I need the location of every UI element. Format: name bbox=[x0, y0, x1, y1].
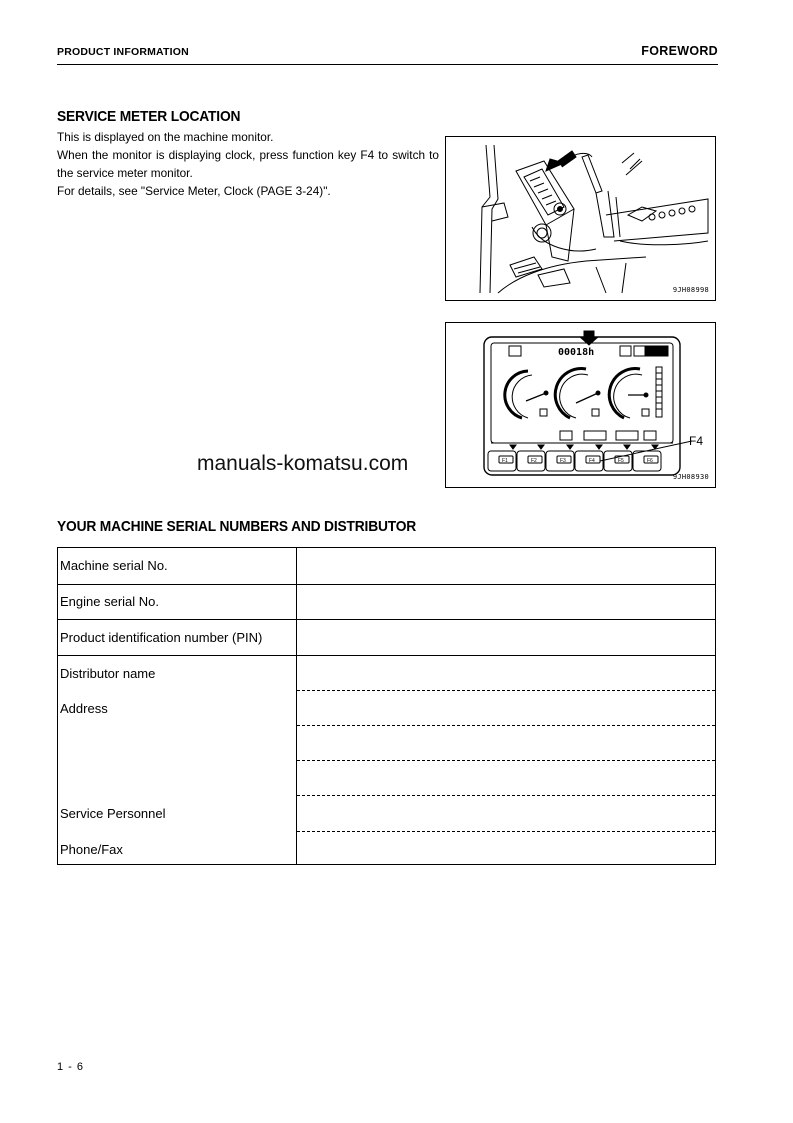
figure-code-2: 9JH08930 bbox=[672, 473, 709, 481]
cab-illustration bbox=[446, 137, 715, 300]
address-label: Address bbox=[60, 701, 108, 716]
distributor-name-label: Distributor name bbox=[60, 666, 156, 681]
column-divider bbox=[296, 548, 297, 864]
fill-line bbox=[297, 760, 715, 761]
key-f1: F1 bbox=[502, 458, 508, 464]
phone-fax-label: Phone/Fax bbox=[60, 842, 123, 857]
service-personnel-label: Service Personnel bbox=[60, 806, 166, 821]
service-meter-text bbox=[57, 128, 439, 200]
f4-callout: F4 bbox=[689, 434, 704, 448]
serial-numbers-table bbox=[57, 547, 716, 865]
serial-numbers-title: YOUR MACHINE SERIAL NUMBERS AND DISTRIBUTOR bbox=[57, 518, 417, 535]
key-f6: F6 bbox=[647, 458, 653, 464]
engine-serial-label: Engine serial No. bbox=[60, 594, 159, 609]
service-meter-title: SERVICE METER LOCATION bbox=[57, 108, 241, 125]
body-line-3: For details, see "Service Meter, Clock (PAGE 3-24)". bbox=[57, 184, 331, 198]
body-line-2: When the monitor is displaying clock, press function key F4 to switch to the service meter monitor. bbox=[57, 148, 439, 180]
body-line-1: This is displayed on the machine monitor. bbox=[57, 130, 274, 144]
cab-monitor-figure bbox=[445, 136, 716, 301]
monitor-panel-figure bbox=[445, 322, 716, 488]
header-divider bbox=[57, 64, 718, 65]
header-section-label: PRODUCT INFORMATION bbox=[57, 46, 189, 58]
page-number: 1 - 6 bbox=[57, 1061, 85, 1073]
fill-line bbox=[297, 831, 715, 832]
key-f4: F4 bbox=[589, 458, 595, 464]
key-f3: F3 bbox=[560, 458, 566, 464]
key-f5: F5 bbox=[618, 458, 624, 464]
figure-code-1: 9JH08998 bbox=[672, 286, 709, 294]
fill-line bbox=[297, 725, 715, 726]
fill-line bbox=[297, 690, 715, 691]
key-f2: F2 bbox=[531, 458, 537, 464]
pin-label: Product identification number (PIN) bbox=[60, 630, 263, 645]
watermark: manuals-komatsu.com bbox=[197, 452, 409, 475]
service-meter-readout: 00018h bbox=[558, 347, 595, 358]
monitor-illustration bbox=[446, 323, 715, 487]
machine-serial-label: Machine serial No. bbox=[60, 558, 168, 573]
fill-line bbox=[297, 795, 715, 796]
header-chapter-label: FOREWORD bbox=[641, 44, 718, 58]
